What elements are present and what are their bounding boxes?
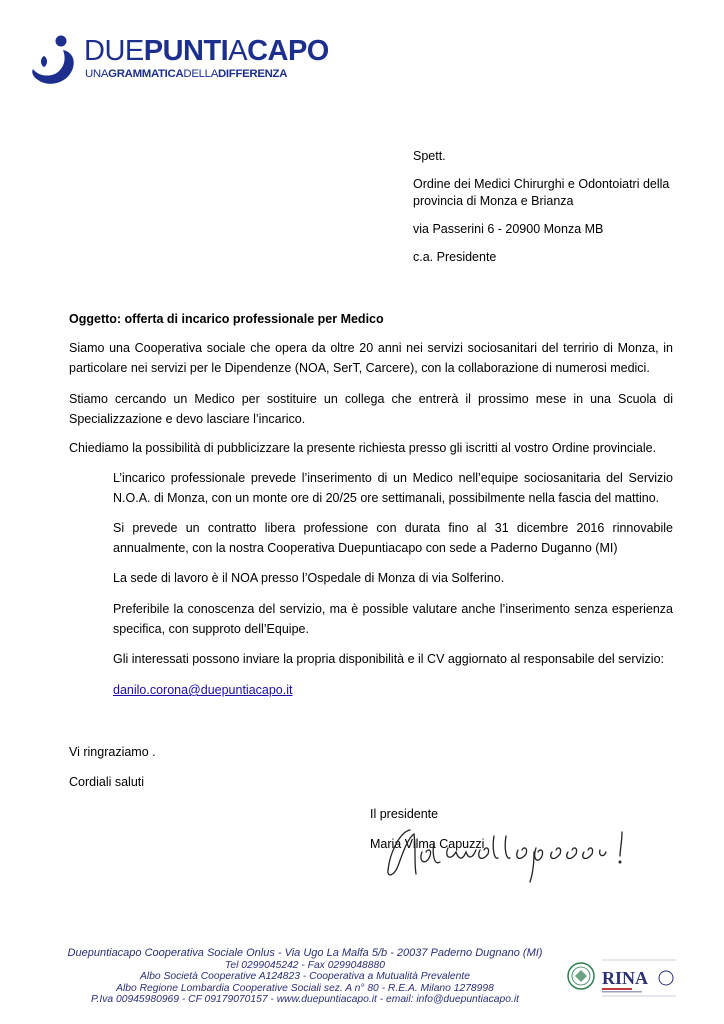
brand-name-part: PUNTI xyxy=(143,35,229,67)
tagline-part: UNA xyxy=(85,68,109,80)
recipient-block xyxy=(413,148,703,277)
certification-seal-icon xyxy=(566,960,596,992)
letter-paragraph: Preferibile la conoscenza del servizio, ma è possible valutare anche l’inserimento senza esperienza specifica, con supproto dell’Equipe. xyxy=(113,602,673,636)
tagline-part: DIFFERENZA xyxy=(218,68,288,80)
recipient-greeting: Spett. xyxy=(413,149,446,163)
brand-name-part: CAPO xyxy=(247,35,329,67)
footer-company-info xyxy=(40,948,570,1006)
rina-certification-logo xyxy=(600,956,678,1000)
letter-paragraph: Stiamo cercando un Medico per sostituire un collega che entrerà il prossimo mese in una Scuola di Specializzazione e devo lasciare l’incarico. xyxy=(69,392,673,426)
tagline-part: DELLA xyxy=(183,68,218,80)
closing-thanks: Vi ringraziamo . xyxy=(69,745,156,759)
letter-paragraph: La sede di lavoro è il NOA presso l’Ospedale di Monza di via Solferino. xyxy=(113,571,505,585)
letter-paragraph: L’incarico professionale prevede l’inserimento di un Medico nell’equipe sociosanitaria del Servizio N.O.A. di Monza, con un monte ore di 20/25 ore settimanali, possibilmente nella fascia del mattino. xyxy=(113,471,673,505)
signer-title: Il presidente xyxy=(370,807,439,821)
recipient-org-line: Ordine dei Medici Chirurghi e Odontoiatri della xyxy=(413,177,670,191)
contact-email-link[interactable]: danilo.corona@duepuntiacapo.it xyxy=(113,683,293,697)
rina-logo-text: RINA xyxy=(602,968,649,988)
footer-line: Duepuntiacapo Cooperativa Sociale Onlus - Via Ugo La Malfa 5/b - 20037 Paderno Dugnano (MI) xyxy=(67,947,543,959)
tagline-part: GRAMMATICA xyxy=(108,68,184,80)
brand-name-part: DUE xyxy=(84,35,144,67)
brand-name xyxy=(84,36,329,66)
brand-name-part: A xyxy=(228,35,248,67)
recipient-org-line: provincia di Monza e Brianza xyxy=(413,194,574,208)
closing-regards: Cordiali saluti xyxy=(69,775,145,789)
letter-paragraph: Gli interessati possono inviare la propria disponibilità e il CV aggiornato al responsabile del servizio: xyxy=(113,652,664,666)
recipient-organization xyxy=(413,176,703,210)
footer-line: P.Iva 00945980969 - CF 09179070157 - www.duepuntiacapo.it - email: info@duepuntiacapo.it xyxy=(91,994,519,1005)
letter-paragraph: Chiediamo la possibilità di pubblicizzare la presente richiesta presso gli iscritti al vostro Ordine provinciale. xyxy=(69,441,657,455)
footer-line: Albo Regione Lombardia Cooperative Sociali sez. A n° 80 - R.E.A. Milano 1278998 xyxy=(116,982,494,994)
letter-paragraph: Siamo una Cooperativa sociale che opera da oltre 20 anni nei servizi sociosanitari del terririo di Monza, in particolare nei servizi per le Dipendenze (NOA, SerT, Carcere), con la collaborazione di numerosi medici. xyxy=(69,341,673,375)
brand-tagline xyxy=(85,67,287,81)
logo-icon xyxy=(30,34,80,90)
recipient-address: via Passerini 6 - 20900 Monza MB xyxy=(413,222,604,236)
recipient-attention: c.a. Presidente xyxy=(413,250,497,264)
footer-line: Tel 0299045242 - Fax 0299048880 xyxy=(225,959,385,971)
footer-line: Albo Società Cooperative A124823 - Cooperativa a Mutualità Prevalente xyxy=(140,971,470,982)
letter-subject: Oggetto: offerta di incarico professionale per Medico xyxy=(69,312,384,326)
signer-name: Maria Vilma Capuzzi xyxy=(370,837,485,851)
handwritten-signature xyxy=(370,822,640,886)
letter-paragraph: Si prevede un contratto libera professione con durata fino al 31 dicembre 2016 rinnovabile annualmente, con la nostra Cooperativa Duepuntiacapo con sede a Paderno Duganno (MI) xyxy=(113,521,673,555)
